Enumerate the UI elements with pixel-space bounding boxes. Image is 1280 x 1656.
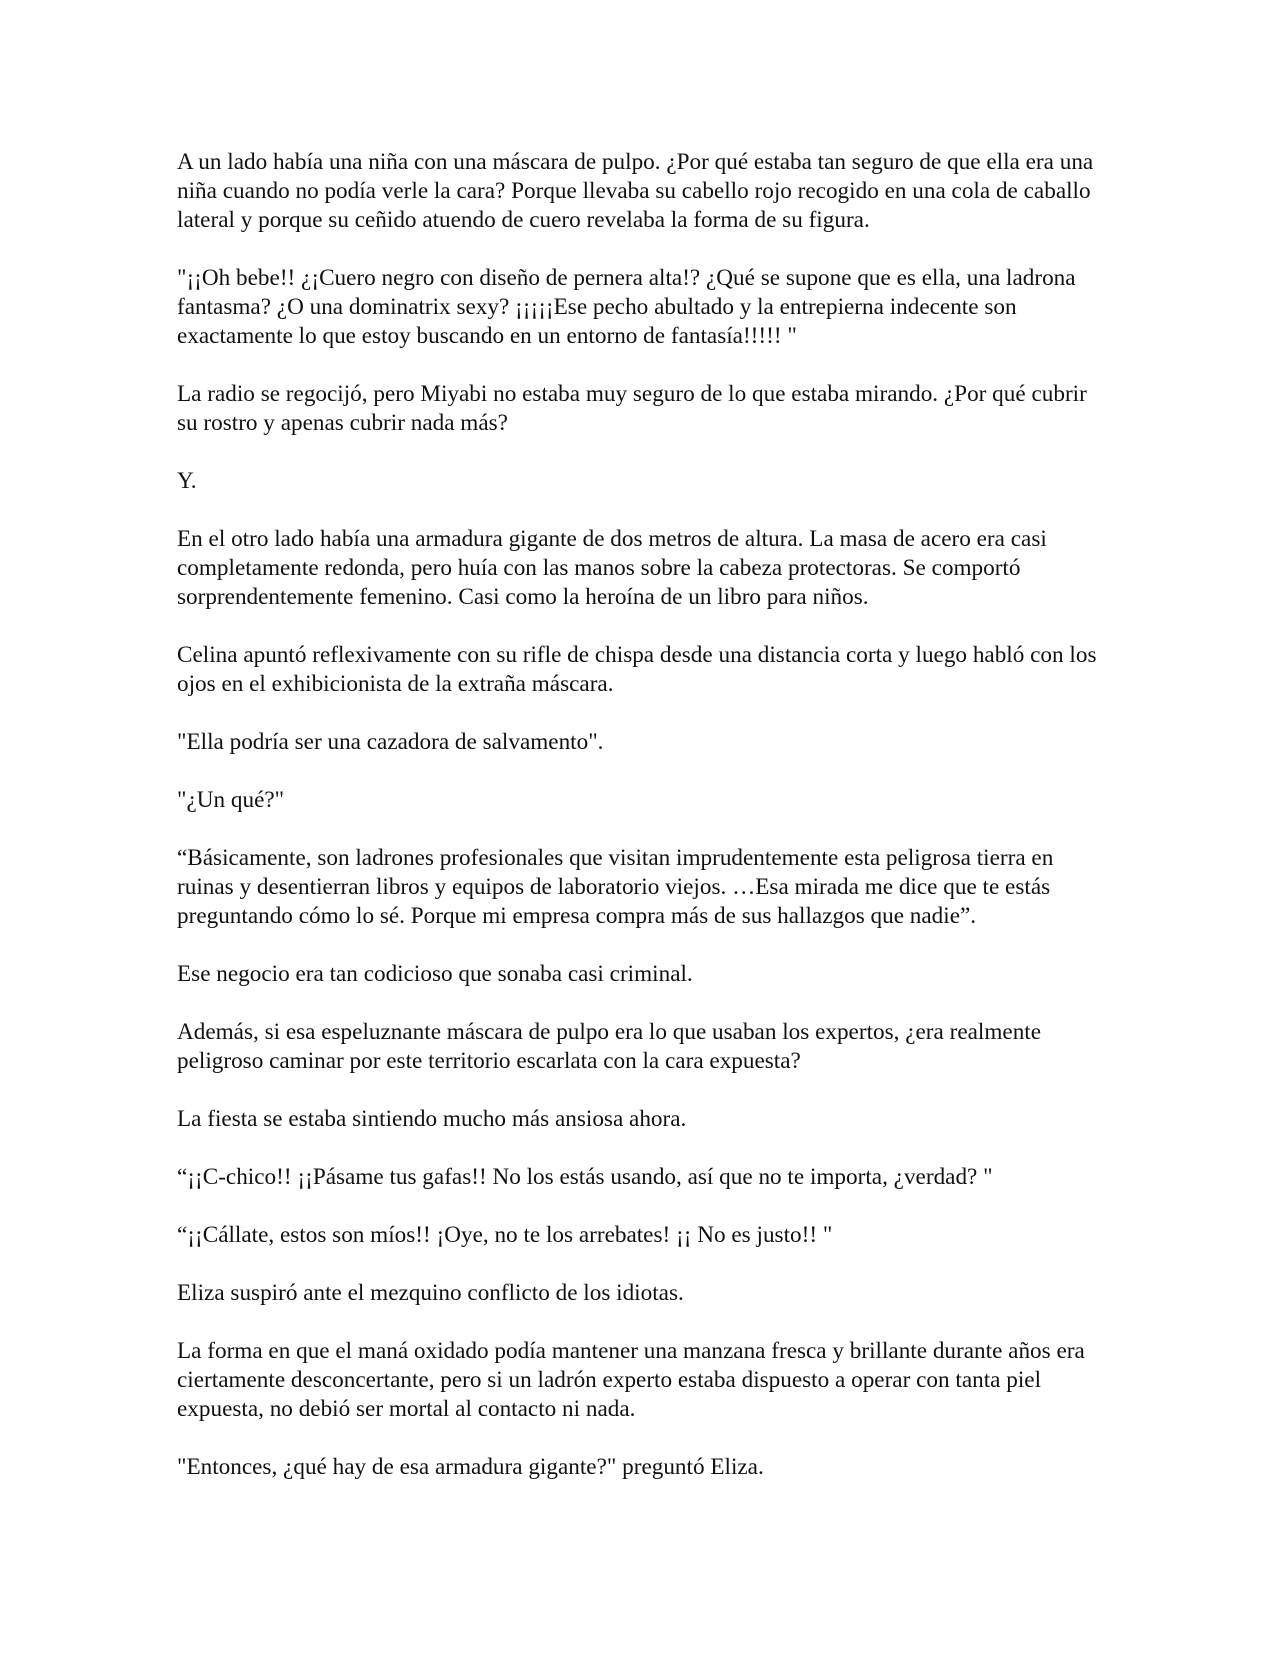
paragraph: Celina apuntó reflexivamente con su rifle de chispa desde una distancia corta y luego habló con los ojos en el exhibicionista de la extraña máscara. [177,642,1097,697]
paragraph: “¡¡Cállate, estos son míos!! ¡Oye, no te los arrebates! ¡¡ No es justo!! " [177,1222,833,1248]
paragraph: A un lado había una niña con una máscara de pulpo. ¿Por qué estaba tan seguro de que ella era una niña cuando no podía verle la cara? Porque llevaba su cabello rojo recogido en una cola de caballo lateral y porque su ceñido atuendo de cuero revelaba la forma de su figura. [177,149,1094,233]
paragraph: La radio se regocijó, pero Miyabi no estaba muy seguro de lo que estaba mirando. ¿Por qué cubrir su rostro y apenas cubrir nada más? [177,381,1087,436]
paragraph: "Entonces, ¿qué hay de esa armadura gigante?" preguntó Eliza. [177,1454,764,1480]
paragraph: “¡¡C-chico!! ¡¡Pásame tus gafas!! No los estás usando, así que no te importa, ¿verdad? " [177,1164,993,1190]
document-body [177,148,1110,1482]
paragraph: Ese negocio era tan codicioso que sonaba casi criminal. [177,961,693,987]
paragraph: Además, si esa espeluznante máscara de pulpo era lo que usaban los expertos, ¿era realmente peligroso caminar por este territorio escarlata con la cara expuesta? [177,1019,1042,1074]
paragraph: Y. [177,468,197,494]
paragraph: "¡¡Oh bebe!! ¿¡Cuero negro con diseño de pernera alta!? ¿Qué se supone que es ella, una ladrona fantasma? ¿O una dominatrix sexy? ¡¡¡¡¡Ese pecho abultado y la entrepierna indecente son exactamente lo que estoy buscando en un entorno de fantasía!!!!! " [177,265,1076,349]
paragraph: Eliza suspiró ante el mezquino conflicto de los idiotas. [177,1280,684,1306]
paragraph: “Básicamente, son ladrones profesionales que visitan imprudentemente esta peligrosa tierra en ruinas y desentierran libros y equipos de laboratorio viejos. …Esa mirada me dice que te estás preguntando cómo lo sé. Porque mi empresa compra más de sus hallazgos que nadie”. [177,845,1054,929]
paragraph: En el otro lado había una armadura gigante de dos metros de altura. La masa de acero era casi completamente redonda, pero huía con las manos sobre la cabeza protectoras. Se comportó sorprendentemente femenino. Casi como la heroína de un libro para niños. [177,526,1047,610]
paragraph: La forma en que el maná oxidado podía mantener una manzana fresca y brillante durante años era ciertamente desconcertante, pero si un ladrón experto estaba dispuesto a operar con tanta piel expuesta, no debió ser mortal al contacto ni nada. [177,1338,1085,1422]
paragraph: La fiesta se estaba sintiendo mucho más ansiosa ahora. [177,1106,687,1132]
paragraph: "Ella podría ser una cazadora de salvamento". [177,729,604,755]
paragraph: "¿Un qué?" [177,787,285,813]
